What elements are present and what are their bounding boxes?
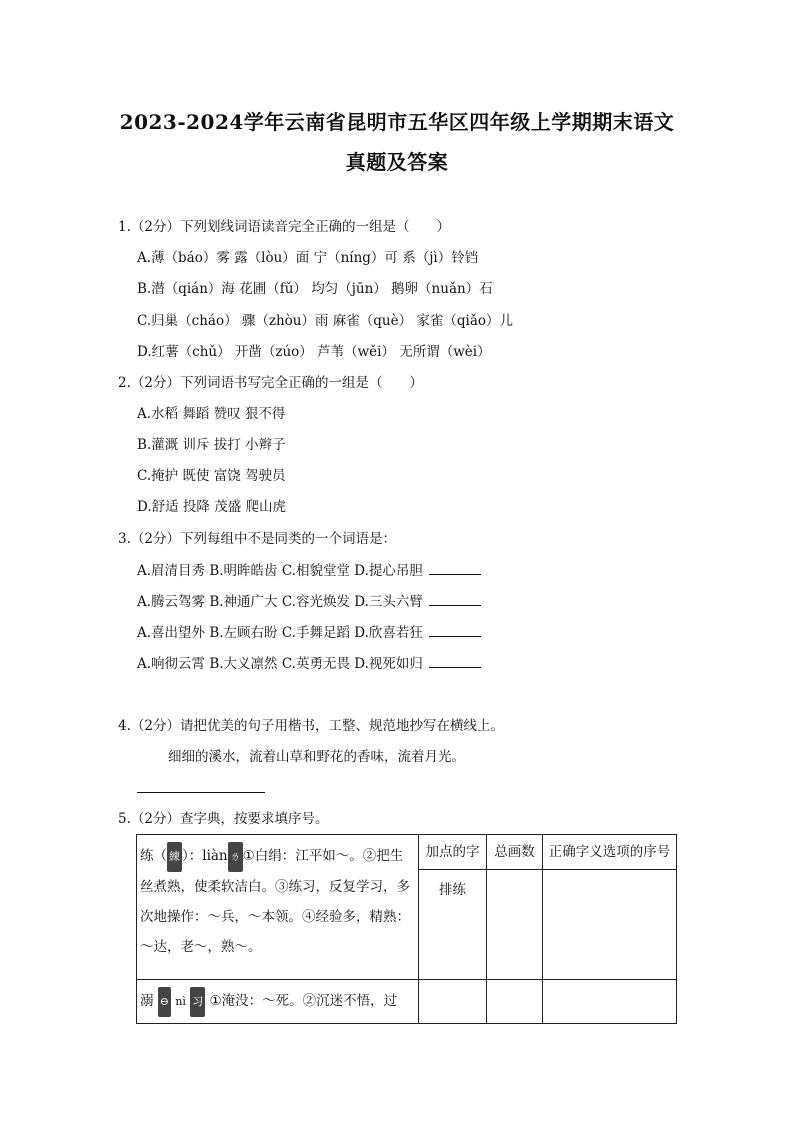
- header-stroke-count: 总画数: [487, 835, 543, 870]
- question-3-group-3: [137, 624, 481, 642]
- question-2-option-c: C.掩护 既使 富饶 驾驶员: [137, 468, 286, 484]
- question-3-group-3-text: A.喜出望外 B.左顾右盼 C.手舞足蹈 D.欣喜若狂: [137, 625, 423, 641]
- question-4-sentence: 细细的溪水，流着山草和野花的香味，流着月光。: [168, 749, 465, 765]
- question-1-option-b: B.潜（qián）海 花圃（fǔ） 均匀（jūn） 鹅卵（nuǎn）石: [137, 281, 493, 297]
- lian-glyph-image: 練: [167, 842, 182, 872]
- dictionary-table: [136, 834, 677, 1024]
- ni-pinyin: nì: [175, 995, 186, 1008]
- ni-definitions: ①淹没：～死。②沉迷不悟，过: [209, 993, 398, 1009]
- answer-blank[interactable]: [429, 562, 481, 575]
- question-5-stem: 5.（2分）查字典，按要求填序号。: [118, 811, 329, 827]
- question-2-stem: 2.（2分）下列词语书写完全正确的一组是（ ）: [118, 375, 423, 391]
- ni-circle-image: ⊖: [158, 987, 171, 1017]
- question-2-option-d: D.舒适 投降 茂盛 爬山虎: [137, 499, 287, 515]
- lian-definitions: ①白绢：江平如～。②把生丝煮熟，使柔软洁白。③练习，反复学习，多次地操作：～兵，～本领。④经验多，精熟：～达，老～，熟～。: [140, 848, 410, 955]
- stroke-count-input-ni[interactable]: [487, 980, 543, 1024]
- page-title: 2023-2024学年云南省昆明市五华区四年级上学期期末语文: [119, 110, 675, 134]
- meaning-number-input-ni[interactable]: [543, 980, 677, 1024]
- question-1-option-d: D.红薯（chǔ） 开凿（zúo） 芦苇（wěi） 无所谓（wèi）: [137, 344, 491, 360]
- meaning-number-input[interactable]: [543, 870, 677, 980]
- question-3-group-2: [137, 593, 481, 611]
- definition-cell-ni: [137, 980, 419, 1024]
- lian-char-open: 练（: [140, 848, 167, 864]
- question-4-stem: 4.（2分）请把优美的句子用楷书，工整、规范地抄写在横线上。: [118, 718, 504, 734]
- question-3-group-4: [137, 655, 481, 673]
- question-1-stem: 1.（2分）下列划线词语读音完全正确的一组是（ ）: [118, 219, 450, 235]
- word-cell-ni[interactable]: [419, 980, 487, 1024]
- lian-pinyin-image: ㄌ: [228, 842, 243, 872]
- word-cell-pailian: 排练: [419, 870, 487, 980]
- header-meaning-number: 正确字义选项的序号: [543, 835, 677, 870]
- answer-blank[interactable]: [429, 655, 481, 668]
- question-3-group-1-text: A.眉清目秀 B.明眸皓齿 C.相貌堂堂 D.提心吊胆: [137, 563, 423, 579]
- answer-blank[interactable]: [429, 624, 481, 637]
- question-3-group-4-text: A.响彻云霄 B.大义凛然 C.英勇无畏 D.视死如归: [137, 656, 423, 672]
- ni-stroke-image: 习: [190, 987, 205, 1017]
- question-3-group-2-text: A.腾云驾雾 B.神通广大 C.容光焕发 D.三头六臂: [137, 594, 423, 610]
- question-3-group-1: [137, 562, 481, 580]
- question-2-option-a: A.水稻 舞蹈 赞叹 狠不得: [137, 406, 286, 422]
- copy-writing-line[interactable]: [137, 792, 265, 793]
- question-1-option-c: C.归巢（cháo） 骤（zhòu）雨 麻雀（què） 家雀（qiǎo）儿: [137, 313, 514, 329]
- question-2-option-b: B.灌溉 训斥 拔打 小辫子: [137, 437, 286, 453]
- answer-blank[interactable]: [429, 593, 481, 606]
- ni-char: 溺: [140, 993, 154, 1009]
- header-dotted-char: 加点的字: [419, 835, 487, 870]
- page-subtitle: 真题及答案: [345, 150, 449, 174]
- definition-cell-lian: [137, 835, 419, 980]
- lian-pinyin: ）：liàn: [182, 848, 228, 864]
- question-1-option-a: A.薄（báo）雾 露（lòu）面 宁（níng）可 系（jì）铃铛: [137, 250, 479, 266]
- stroke-count-input[interactable]: [487, 870, 543, 980]
- question-3-stem: 3.（2分）下列每组中不是同类的一个词语是：: [118, 531, 396, 547]
